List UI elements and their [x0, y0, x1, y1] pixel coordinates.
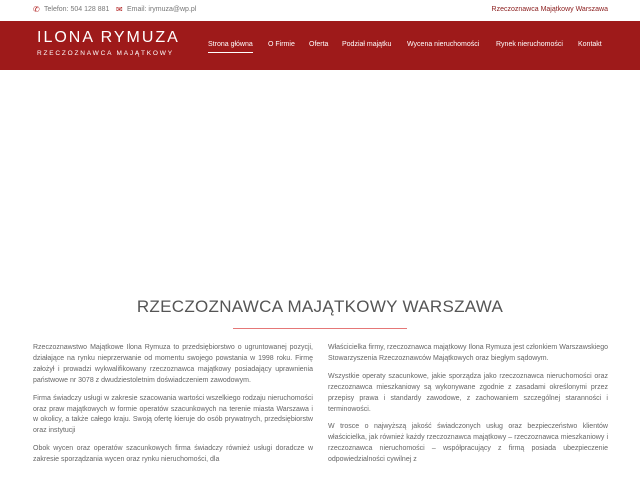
logo-title: ILONA RYMUZA: [37, 29, 180, 46]
nav-item-contact[interactable]: Kontakt: [578, 41, 602, 48]
main-nav: [0, 41, 640, 53]
nav-item-home[interactable]: Strona główna: [208, 41, 253, 53]
nav-item-property-division[interactable]: Podział majątku: [342, 41, 392, 48]
paragraph: W trosce o najwyższą jakość świadczonych usług oraz bezpieczeństwo klientów właścicielka, jak również każdy rzeczoznawca majątkowy – rzeczoznawca mieszkaniowy i rzeczoznawca nieruchomości – współpracujący z firmą posiada ubezpieczenie odpowiedzialności cywilnej z: [328, 423, 608, 464]
title-divider: [233, 328, 407, 329]
logo-subtitle: RZECZOZNAWCA MAJĄTKOWY: [37, 50, 174, 57]
paragraph: Firma świadczy usługi w zakresie szacowania wartości wszelkiego rodzaju nieruchomości oraz praw majątkowych w formie operatów szacunkowych na terenie miasta Warszawa i w okolicy, a także całego kraju. Swoją ofertę kieruje do osób prywatnych, przedsiębiorstw oraz instytucji: [33, 394, 313, 435]
paragraph: Wszystkie operaty szacunkowe, jakie sporządza jako rzeczoznawca nieruchomości oraz rzeczoznawca mieszkaniowy są wykonywane zgodnie z zasadami określonymi przez przepisy prawa i standardy zawodowe, z zachowaniem szczególnej staranności i terminowości.: [328, 372, 608, 413]
content-right-column: [328, 343, 608, 473]
top-bar: [0, 0, 640, 21]
page-title: RZECZOZNAWCA MAJĄTKOWY WARSZAWA: [136, 297, 504, 316]
phone-icon: ✆: [33, 5, 40, 14]
tagline-link[interactable]: Rzeczoznawca Majątkowy Warszawa: [491, 6, 608, 13]
email-contact[interactable]: [116, 6, 196, 13]
paragraph: Rzeczoznawstwo Majątkowe Ilona Rymuza to przedsiębiorstwo o ugruntowanej pozycji, działające na rynku nieprzerwanie od momentu swojego powstania w 1998 roku. Firmę założył i prowadzi wykwalifikowany rzeczoznawca majątkowy posiadający uprawnienia państwowe nr 3078 z dwudziestoletnim doświadczeniem zawodowym.: [33, 344, 313, 384]
envelope-icon: ✉: [116, 5, 123, 14]
content-left-column: [33, 343, 313, 473]
email-text: Email: irymuza@wp.pl: [127, 6, 197, 13]
hero-banner: [0, 70, 640, 290]
paragraph: Właścicielka firmy, rzeczoznawca majątkowy Ilona Rymuza jest członkiem Warszawskiego Stowarzyszenia Rzeczoznawców Majątkowych oraz biegłym sądowym.: [328, 344, 608, 362]
nav-item-about[interactable]: O Firmie: [268, 41, 295, 48]
header: [0, 21, 640, 70]
phone-contact[interactable]: [33, 6, 109, 13]
phone-text: Telefon: 504 128 881: [44, 6, 110, 13]
nav-item-valuation[interactable]: Wycena nieruchomości: [407, 41, 480, 48]
nav-item-market[interactable]: Rynek nieruchomości: [496, 41, 563, 48]
nav-item-offer[interactable]: Oferta: [309, 41, 329, 48]
paragraph: Obok wycen oraz operatów szacunkowych firma świadczy również usługi doradcze w zakresie sporządzania wycen oraz rynku nieruchomości, dla: [33, 445, 313, 464]
